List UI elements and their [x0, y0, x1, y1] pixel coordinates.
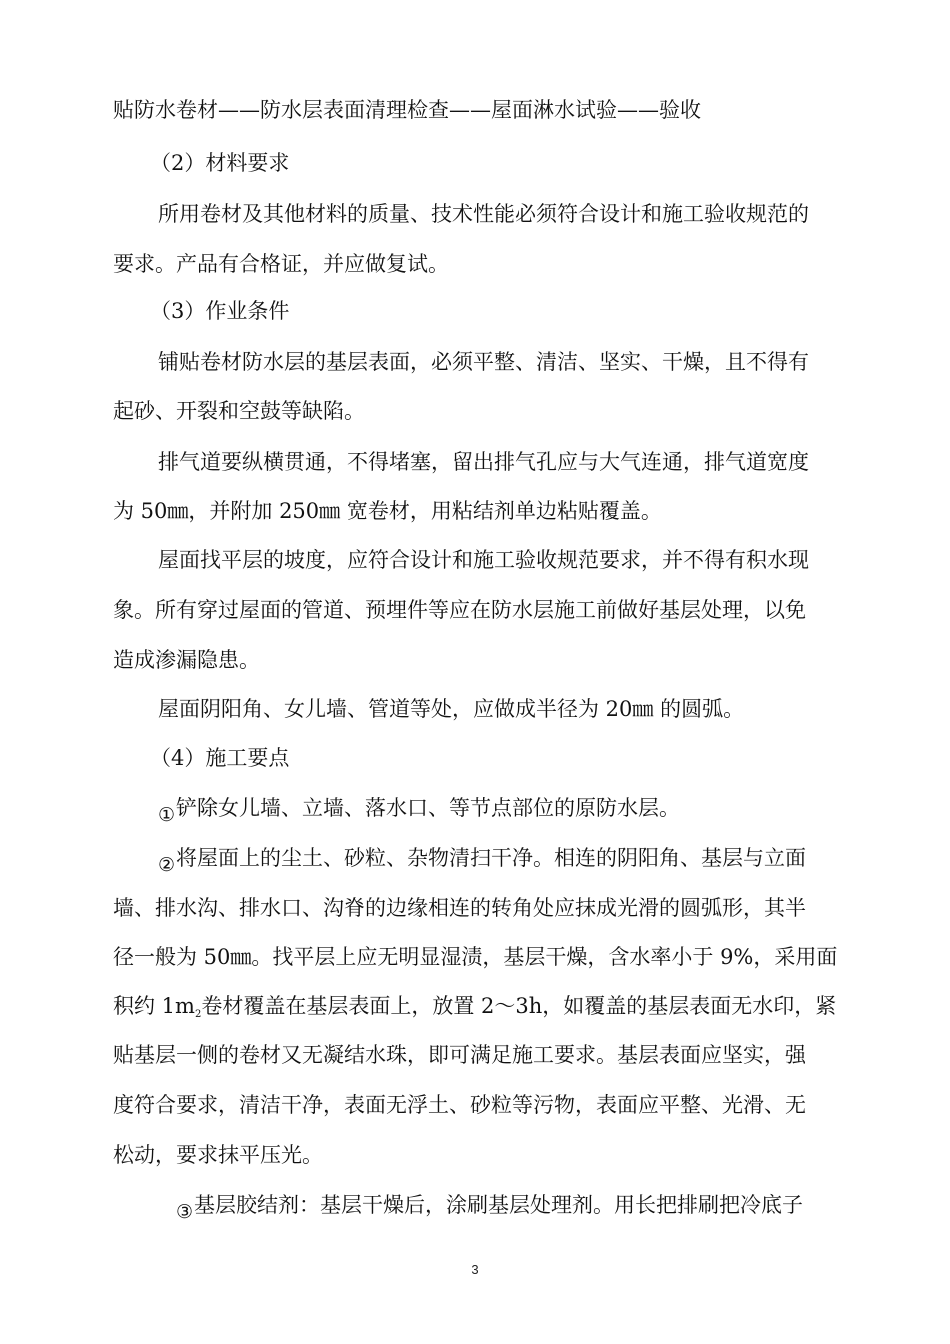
list-item — [0, 793, 950, 824]
text-line: 径一般为 50㎜。找平层上应无明显湿渍，基层干燥，含水率小于 9%，采用面 — [113, 945, 838, 969]
text-line: 度符合要求，清洁干净，表面无浮土、砂粒等污物，表面应平整、光滑、无 — [113, 1093, 806, 1117]
section-heading: （2）材料要求 — [150, 151, 290, 175]
item-text: 基层胶结剂：基层干燥后，涂刷基层处理剂。用长把排刷把冷底子 — [194, 1193, 804, 1217]
text-line: 造成渗漏隐患。 — [113, 648, 260, 672]
item-text: 铲除女儿墙、立墙、落水口、等节点部位的原防水层。 — [176, 796, 681, 820]
text-fragment: 积约 1m — [113, 994, 195, 1018]
text-line: 贴基层一侧的卷材又无凝结水珠，即可满足施工要求。基层表面应坚实，强 — [113, 1043, 806, 1067]
item-text: 将屋面上的尘土、砂粒、杂物清扫干净。相连的阴阳角、基层与立面 — [176, 846, 807, 870]
text-fragment: 卷材覆盖在基层表面上，放置 2～3h，如覆盖的基层表面无水印，紧 — [201, 994, 837, 1018]
item-marker: ③ — [176, 1201, 194, 1223]
text-line: 要求。产品有合格证，并应做复试。 — [113, 252, 449, 276]
list-item — [0, 843, 950, 874]
text-line: 屋面阴阳角、女儿墙、管道等处，应做成半径为 20㎜ 的圆弧。 — [158, 697, 745, 721]
text-line: 松动，要求抹平压光。 — [113, 1143, 323, 1167]
list-item — [0, 1190, 950, 1221]
text-line: 排气道要纵横贯通，不得堵塞，留出排气孔应与大气连通，排气道宽度 — [158, 450, 809, 474]
text-line: 墙、排水沟、排水口、沟脊的边缘相连的转角处应抹成光滑的圆弧形，其半 — [113, 896, 806, 920]
item-marker: ② — [158, 854, 176, 876]
text-line: 屋面找平层的坡度，应符合设计和施工验收规范要求，并不得有积水现 — [158, 548, 809, 572]
section-heading: （4）施工要点 — [150, 746, 290, 770]
text-line: 象。所有穿过屋面的管道、预埋件等应在防水层施工前做好基层处理，以免 — [113, 598, 806, 622]
item-marker: ① — [158, 804, 176, 826]
superscript: 2 — [194, 1009, 202, 1020]
text-line: 贴防水卷材——防水层表面清理检查——屋面淋水试验——验收 — [113, 98, 701, 122]
section-heading: （3）作业条件 — [150, 299, 290, 323]
text-line: 所用卷材及其他材料的质量、技术性能必须符合设计和施工验收规范的 — [158, 202, 809, 226]
text-line: 起砂、开裂和空鼓等缺陷。 — [113, 399, 365, 423]
page-number: 3 — [471, 1262, 479, 1277]
text-line — [0, 991, 950, 1026]
text-line: 铺贴卷材防水层的基层表面，必须平整、清洁、坚实、干燥，且不得有 — [158, 350, 809, 374]
text-line: 为 50㎜，并附加 250㎜ 宽卷材，用粘结剂单边粘贴覆盖。 — [113, 499, 662, 523]
